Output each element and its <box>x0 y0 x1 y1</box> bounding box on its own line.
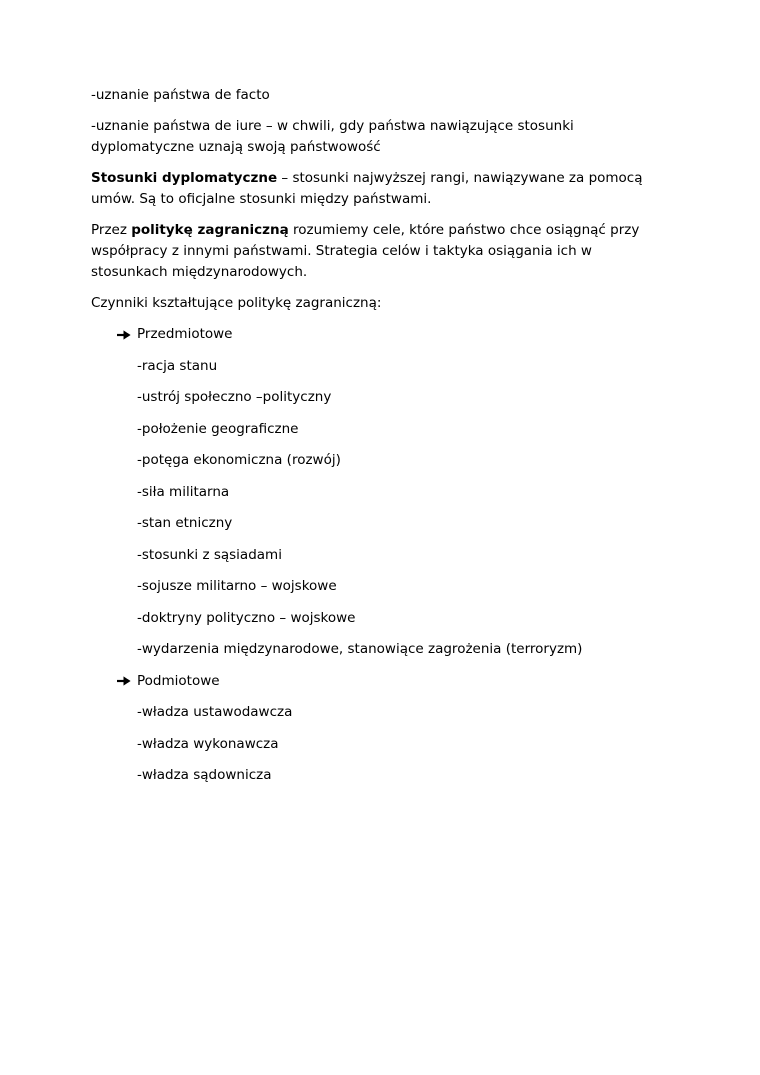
bold-term: Stosunki dyplomatyczne <box>91 170 278 186</box>
list-item: -stosunki z sąsiadami <box>137 546 282 563</box>
paragraph-line <box>91 170 643 186</box>
arrow-right-icon <box>117 676 131 686</box>
bullet-list <box>91 324 700 786</box>
list-heading-przedmiotowe <box>91 324 700 345</box>
paragraph-line <box>91 222 639 238</box>
paragraph-uznanie-de-iure <box>91 116 700 158</box>
paragraph-stosunki-dyplomatyczne <box>91 168 700 210</box>
list-item: -potęga ekonomiczna (rozwój) <box>137 452 341 468</box>
paragraph-polityka-zagraniczna <box>91 220 700 283</box>
list-heading-podmiotowe <box>91 671 700 692</box>
paragraph-uznanie-de-facto <box>91 85 700 106</box>
list-item: -doktryny polityczno – wojskowe <box>137 609 356 626</box>
list-item: -władza ustawodawcza <box>137 704 293 720</box>
list-heading-label: Podmiotowe <box>137 672 220 689</box>
list-item: -władza wykonawcza <box>137 735 279 752</box>
list-item: -ustrój społeczno –polityczny <box>137 389 332 405</box>
paragraph-text: -uznanie państwa de facto <box>91 87 270 103</box>
paragraph-line: -uznanie państwa de iure – w chwili, gdy państwa nawiązujące stosunki <box>91 118 574 134</box>
paragraph-line: stosunkach międzynarodowych. <box>91 264 308 280</box>
list-item: -stan etniczny <box>137 515 233 531</box>
paragraph-text: Czynniki kształtujące politykę zagraniczną: <box>91 295 382 311</box>
list-item: -sojusze militarno – wojskowe <box>137 578 337 594</box>
paragraph-text: Przez <box>91 222 132 238</box>
list-item: -położenie geograficzne <box>137 420 299 437</box>
list-item: -wydarzenia międzynarodowe, stanowiące zagrożenia (terroryzm) <box>137 641 583 657</box>
arrow-right-icon <box>117 330 131 340</box>
list-item: -racja stanu <box>137 357 218 374</box>
list-item: -władza sądownicza <box>137 767 272 783</box>
list-heading-label: Przedmiotowe <box>137 326 233 342</box>
bold-term: politykę zagraniczną <box>131 222 289 238</box>
paragraph-text: – stosunki najwyższej rangi, nawiązywane za pomocą <box>277 170 643 186</box>
paragraph-line: umów. Są to oficjalne stosunki między państwami. <box>91 191 432 207</box>
paragraph-line: współpracy z innymi państwami. Strategia celów i taktyka osiągania ich w <box>91 243 592 259</box>
list-item: -siła militarna <box>137 483 230 500</box>
paragraph-czynniki-heading <box>91 293 700 314</box>
paragraph-line: dyplomatyczne uznają swoją państwowość <box>91 139 381 155</box>
paragraph-text: rozumiemy cele, które państwo chce osiągnąć przy <box>288 222 640 238</box>
